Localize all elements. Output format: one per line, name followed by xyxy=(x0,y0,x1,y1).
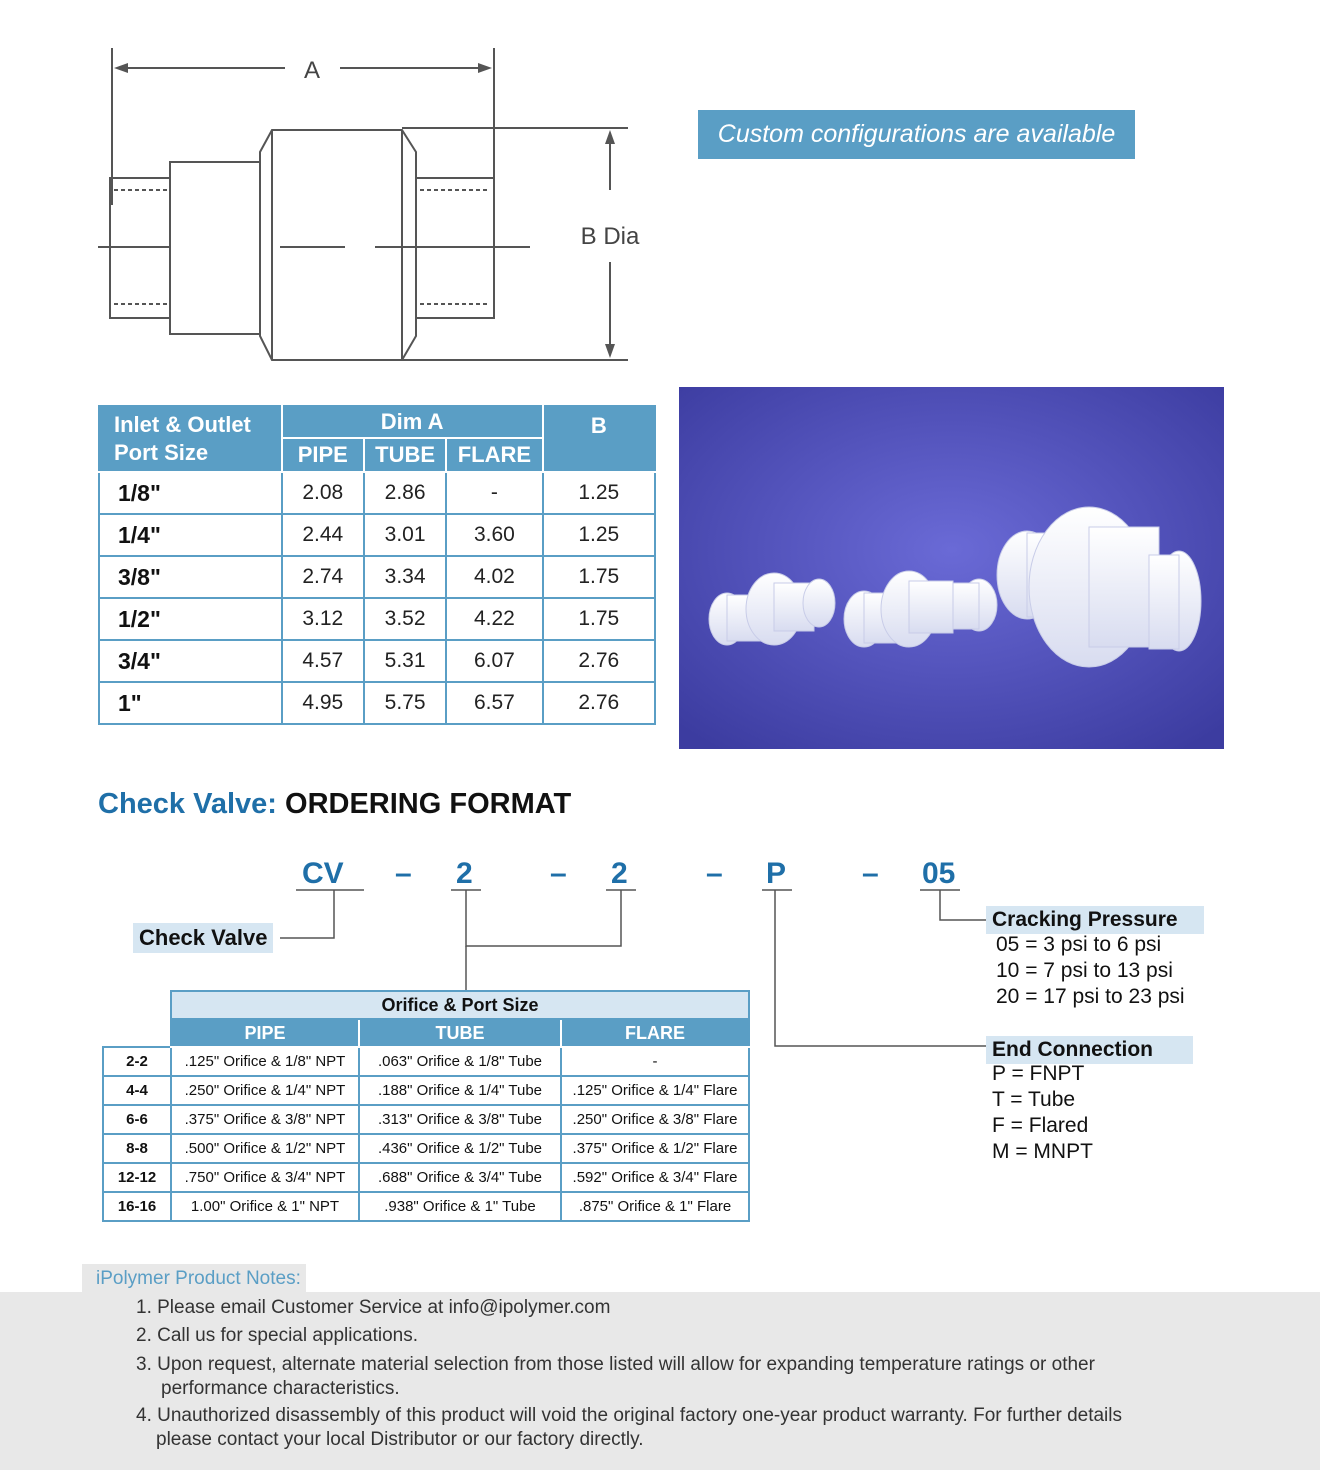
orifice-pipe-cell: .125" Orifice & 1/8" NPT xyxy=(171,1047,359,1076)
pipe-cell: 4.95 xyxy=(282,682,364,724)
code-pressure: 05 xyxy=(922,857,956,890)
tube-header: TUBE xyxy=(364,438,446,472)
b-cell: 2.76 xyxy=(543,682,655,724)
orifice-tube-cell: .938" Orifice & 1" Tube xyxy=(359,1192,561,1221)
flare-cell: 3.60 xyxy=(446,514,542,556)
orifice-pipe-header: PIPE xyxy=(171,1019,359,1047)
orifice-size-cell: 6-6 xyxy=(103,1105,171,1134)
port-size-cell: 1" xyxy=(99,682,282,724)
flare-cell: 4.02 xyxy=(446,556,542,598)
note-1: 1. Please email Customer Service at info@ipolymer.com xyxy=(136,1297,611,1318)
table-row xyxy=(103,1047,749,1076)
b-cell: 1.25 xyxy=(543,514,655,556)
pipe-cell: 2.08 xyxy=(282,472,364,514)
dim-b-label: B Dia xyxy=(580,223,640,250)
orifice-pipe-cell: .500" Orifice & 1/2" NPT xyxy=(171,1134,359,1163)
note-3-cont: performance characteristics. xyxy=(161,1378,400,1399)
tube-cell: 3.52 xyxy=(364,598,446,640)
code-dash: – xyxy=(395,857,412,890)
code-cv: CV xyxy=(302,857,344,890)
port-size-header-line1: Inlet & Outlet xyxy=(114,412,251,437)
end-connection-option: T = Tube xyxy=(992,1088,1076,1111)
port-size-cell: 3/4" xyxy=(99,640,282,682)
orifice-size-cell: 12-12 xyxy=(103,1163,171,1192)
orifice-size-cell: 2-2 xyxy=(103,1047,171,1076)
blank-cell xyxy=(103,1019,171,1047)
pipe-cell: 3.12 xyxy=(282,598,364,640)
table-row xyxy=(103,1105,749,1134)
orifice-table-title: Orifice & Port Size xyxy=(171,991,749,1019)
pipe-cell: 2.74 xyxy=(282,556,364,598)
code-port: 2 xyxy=(611,857,628,890)
tube-cell: 3.34 xyxy=(364,556,446,598)
flare-cell: 6.57 xyxy=(446,682,542,724)
flare-cell: 6.07 xyxy=(446,640,542,682)
table-row xyxy=(103,1163,749,1192)
code-dash: – xyxy=(862,857,879,890)
tube-cell: 2.86 xyxy=(364,472,446,514)
orifice-flare-cell: - xyxy=(561,1047,749,1076)
port-size-header-line2: Port Size xyxy=(114,440,209,465)
custom-config-banner: Custom configurations are available xyxy=(698,110,1135,159)
flare-cell: - xyxy=(446,472,542,514)
cracking-option: 10 = 7 psi to 13 psi xyxy=(996,959,1173,982)
flare-cell: 4.22 xyxy=(446,598,542,640)
end-connection-title: End Connection xyxy=(986,1036,1193,1064)
orifice-flare-cell: .592" Orifice & 3/4" Flare xyxy=(561,1163,749,1192)
end-connection-option: P = FNPT xyxy=(992,1062,1085,1085)
code-dash: – xyxy=(550,857,567,890)
blank-cell xyxy=(103,991,171,1019)
heading-product: Check Valve: xyxy=(98,788,277,820)
code-end-connection: P xyxy=(766,857,787,890)
cracking-option: 20 = 17 psi to 23 psi xyxy=(996,985,1185,1008)
orifice-tube-cell: .063" Orifice & 1/8" Tube xyxy=(359,1047,561,1076)
port-size-cell: 1/2" xyxy=(99,598,282,640)
b-cell: 1.75 xyxy=(543,556,655,598)
end-connection-option: M = MNPT xyxy=(992,1140,1093,1163)
orifice-size-cell: 8-8 xyxy=(103,1134,171,1163)
b-header: B xyxy=(543,406,655,472)
code-orifice: 2 xyxy=(456,857,473,890)
note-4-cont: please contact your local Distributor or our factory directly. xyxy=(156,1429,644,1450)
pipe-cell: 4.57 xyxy=(282,640,364,682)
pipe-header: PIPE xyxy=(282,438,364,472)
port-size-cell: 3/8" xyxy=(99,556,282,598)
end-connection-options xyxy=(992,1061,1093,1165)
heading-title: ORDERING FORMAT xyxy=(276,788,572,820)
tube-cell: 5.31 xyxy=(364,640,446,682)
orifice-flare-cell: .375" Orifice & 1/2" Flare xyxy=(561,1134,749,1163)
cracking-pressure-title: Cracking Pressure xyxy=(986,906,1204,934)
notes-title: iPolymer Product Notes: xyxy=(82,1264,306,1294)
orifice-flare-cell: .125" Orifice & 1/4" Flare xyxy=(561,1076,749,1105)
orifice-pipe-cell: .375" Orifice & 3/8" NPT xyxy=(171,1105,359,1134)
pipe-cell: 2.44 xyxy=(282,514,364,556)
orifice-flare-cell: .875" Orifice & 1" Flare xyxy=(561,1192,749,1221)
orifice-size-cell: 4-4 xyxy=(103,1076,171,1105)
orifice-tube-cell: .688" Orifice & 3/4" Tube xyxy=(359,1163,561,1192)
code-dash: – xyxy=(706,857,723,890)
cracking-option: 05 = 3 psi to 6 psi xyxy=(996,933,1162,956)
port-size-cell: 1/4" xyxy=(99,514,282,556)
orifice-tube-cell: .313" Orifice & 3/8" Tube xyxy=(359,1105,561,1134)
orifice-tube-header: TUBE xyxy=(359,1019,561,1047)
note-2: 2. Call us for special applications. xyxy=(136,1325,418,1346)
b-cell: 1.75 xyxy=(543,598,655,640)
check-valve-label: Check Valve xyxy=(133,923,273,953)
orifice-flare-cell: .250" Orifice & 3/8" Flare xyxy=(561,1105,749,1134)
b-cell: 2.76 xyxy=(543,640,655,682)
table-row xyxy=(103,1076,749,1105)
orifice-flare-header: FLARE xyxy=(561,1019,749,1047)
end-connection-option: F = Flared xyxy=(992,1114,1089,1137)
orifice-pipe-cell: 1.00" Orifice & 1" NPT xyxy=(171,1192,359,1221)
note-3: 3. Upon request, alternate material selection from those listed will allow for expanding temperature ratings or other xyxy=(136,1354,1095,1375)
cracking-pressure-options xyxy=(996,932,1185,1010)
table-row xyxy=(103,1134,749,1163)
orifice-pipe-cell: .250" Orifice & 1/4" NPT xyxy=(171,1076,359,1105)
dim-a-header: Dim A xyxy=(282,406,543,438)
b-cell: 1.25 xyxy=(543,472,655,514)
orifice-port-size-table xyxy=(102,990,750,1222)
orifice-tube-cell: .188" Orifice & 1/4" Tube xyxy=(359,1076,561,1105)
port-size-cell: 1/8" xyxy=(99,472,282,514)
note-4: 4. Unauthorized disassembly of this product will void the original factory one-year product warranty. For further details xyxy=(136,1405,1122,1426)
orifice-size-cell: 16-16 xyxy=(103,1192,171,1221)
flare-header: FLARE xyxy=(446,438,542,472)
orifice-pipe-cell: .750" Orifice & 3/4" NPT xyxy=(171,1163,359,1192)
dim-a-label: A xyxy=(303,57,321,84)
tube-cell: 3.01 xyxy=(364,514,446,556)
orifice-tube-cell: .436" Orifice & 1/2" Tube xyxy=(359,1134,561,1163)
tube-cell: 5.75 xyxy=(364,682,446,724)
table-row xyxy=(103,1192,749,1221)
